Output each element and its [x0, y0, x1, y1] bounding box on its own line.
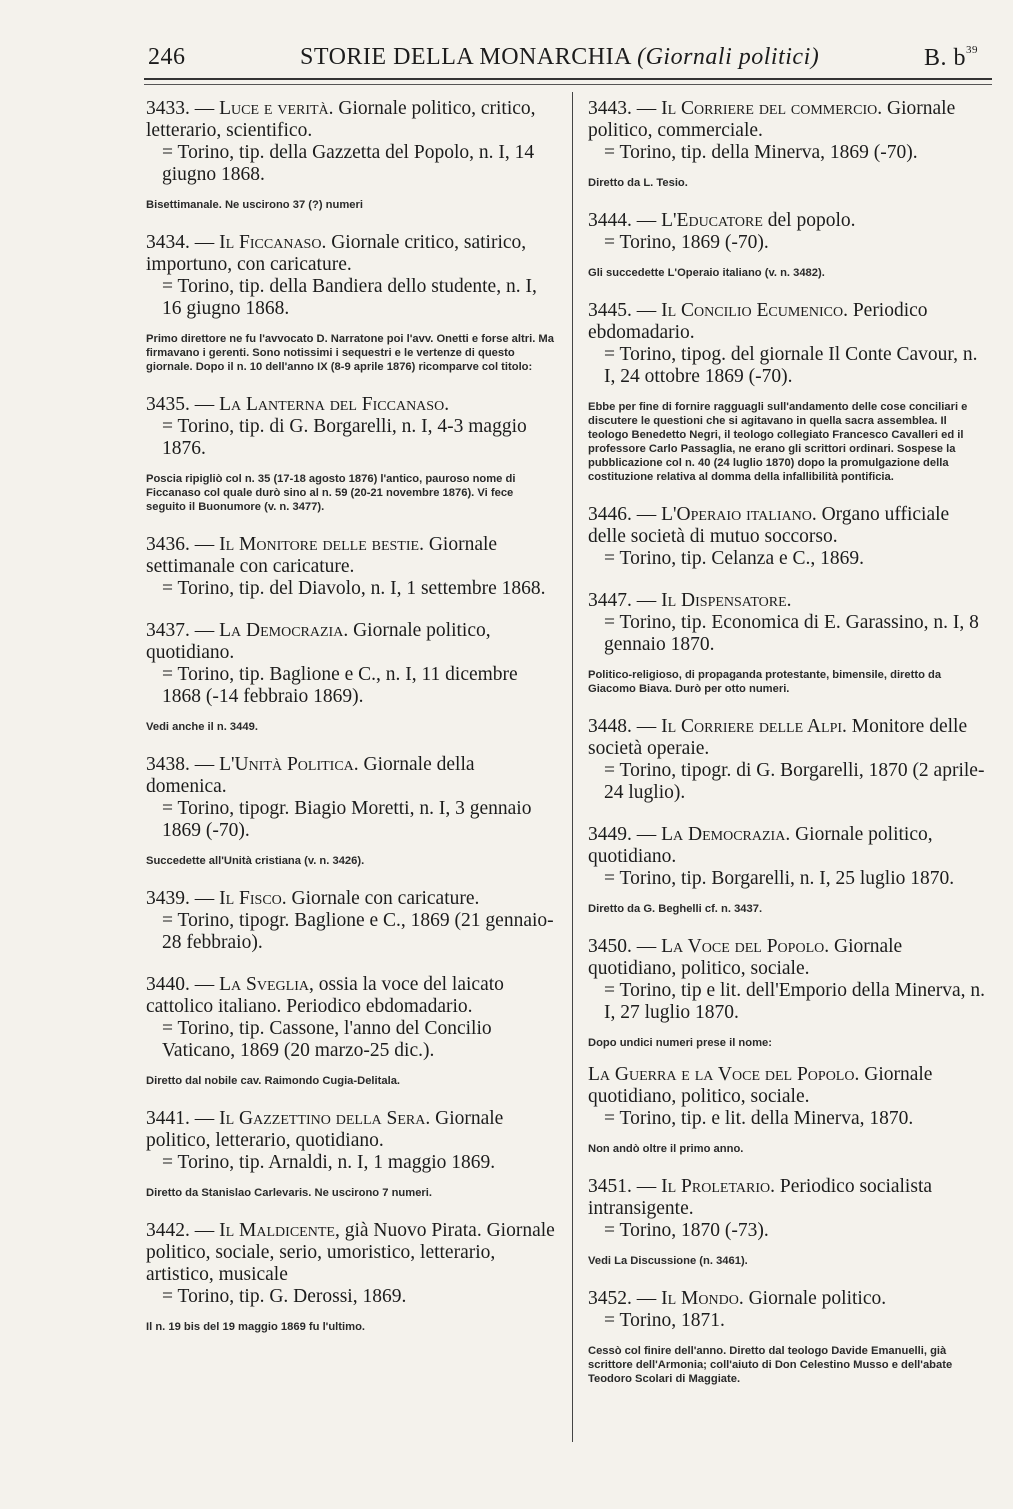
entry-heading: 3450. — La Voce del Popolo. Giornale quotidiano, politico, sociale.: [588, 936, 903, 979]
header-rule-thick: [144, 78, 992, 80]
journal-description: . Giornale politico, commerciale.: [588, 98, 956, 141]
entry-note: Diretto da L. Tesio.: [588, 177, 688, 189]
bibliography-entry: [588, 1176, 990, 1268]
journal-description: . Giornale politico.: [738, 1288, 887, 1309]
journal-title: La Lanterna del Ficcanaso: [219, 394, 445, 415]
renamed-title: La Guerra e la Voce del Popolo: [588, 1064, 855, 1085]
bibliography-entry: [588, 504, 990, 570]
header-rule-thin: [144, 84, 992, 85]
entry-number: 3447.: [588, 590, 632, 611]
imprint: = Torino, tip. della Gazzetta del Popolo, n. I, 14 giugno 1868.: [162, 142, 535, 185]
entry-note: Vedi anche il n. 3449.: [146, 721, 258, 733]
entry-note: Dopo undici numeri prese il nome:: [588, 1037, 772, 1049]
imprint: = Torino, tip. Arnaldi, n. I, 1 maggio 1869.: [162, 1152, 496, 1173]
entry-note: Primo direttore ne fu l'avvocato D. Narratone poi l'avv. Onetti e forse altri. Ma firmavano i gerenti. Sono notissimi i sequestri e le vertenze di questo giornale. Dopo il n. 10 dell'anno IX (8-9 aprile 1876) ricomparve col titolo:: [146, 333, 554, 373]
journal-description: . Giornale politico, quotidiano.: [146, 620, 491, 663]
journal-description: . Periodico ebdomadario.: [588, 300, 928, 343]
journal-description: . Giornale settimanale con caricature.: [146, 534, 498, 577]
entry-note: Gli succedette L'Operaio italiano (v. n. 3482).: [588, 267, 825, 279]
journal-description: . Giornale politico, quotidiano.: [588, 824, 933, 867]
entry-number: 3451.: [588, 1176, 632, 1197]
entry-number: 3433.: [146, 98, 190, 119]
imprint: = Torino, 1869 (-70).: [604, 232, 769, 253]
entry-heading: 3438. — L'Unità Politica. Giornale della domenica.: [146, 754, 475, 797]
bibliography-entry: [146, 534, 556, 600]
column-divider: [572, 92, 573, 1442]
journal-description: .: [444, 394, 450, 415]
entry-heading: 3451. — Il Proletario. Periodico socialista intransigente.: [588, 1176, 933, 1219]
bibliography-entry: [146, 98, 556, 212]
entry-number: 3443.: [588, 98, 632, 119]
journal-title: L'Educatore: [661, 210, 763, 231]
journal-title: Il Fisco: [219, 888, 282, 909]
bibliography-entry: [588, 300, 990, 484]
entry-note: Diretto da G. Beghelli cf. n. 3437.: [588, 903, 763, 915]
entry-number: 3446.: [588, 504, 632, 525]
journal-title: Luce e verità: [219, 98, 329, 119]
journal-title: L'Operaio italiano: [661, 504, 812, 525]
bibliography-entry: [146, 394, 556, 514]
entry-number: 3450.: [588, 936, 632, 957]
journal-title: Il Corriere delle Alpi: [661, 716, 843, 737]
running-title: [300, 44, 819, 71]
entry-heading: 3435. — La Lanterna del Ficcanaso.: [146, 394, 450, 415]
entry-heading: 3443. — Il Corriere del commercio. Giornale politico, commerciale.: [588, 98, 956, 141]
bibliography-entry: [588, 590, 990, 696]
entry-number: 3441.: [146, 1108, 190, 1129]
entry-note: Succedette all'Unità cristiana (v. n. 3426).: [146, 855, 365, 867]
journal-description: , ossia la voce del laicato cattolico italiano. Periodico ebdomadario.: [146, 974, 504, 1017]
imprint: = Torino, tip. di G. Borgarelli, n. I, 4-3 maggio 1876.: [162, 416, 527, 459]
journal-description: . Giornale politico, letterario, quotidiano.: [146, 1108, 504, 1151]
imprint: = Torino, tip. Baglione e C., n. I, 11 dicembre 1868 (-14 febbraio 1869).: [162, 664, 518, 707]
journal-description: , già Nuovo Pirata. Giornale politico, sociale, serio, umoristico, letterario, artistico, musicale: [146, 1220, 555, 1285]
bibliography-entry: [146, 888, 556, 954]
imprint: = Torino, tipogr. Baglione e C., 1869 (21 gennaio-28 febbraio).: [162, 910, 554, 953]
journal-title: Il Concilio Ecumenico: [661, 300, 844, 321]
page-header: [148, 38, 990, 78]
journal-title: Il Ficcanaso: [219, 232, 322, 253]
journal-description: . Monitore delle società operaie.: [588, 716, 968, 759]
signature-mark: [924, 44, 978, 72]
bibliography-entry: [146, 620, 556, 734]
bibliography-entry: [146, 1220, 556, 1334]
entry-number: 3437.: [146, 620, 190, 641]
entry-heading: 3437. — La Democrazia. Giornale politico, quotidiano.: [146, 620, 491, 663]
journal-title: La Democrazia: [661, 824, 786, 845]
journal-title: Il Maldicente: [219, 1220, 335, 1241]
journal-title: Il Corriere del commercio: [661, 98, 878, 119]
imprint: = Torino, tipogr. Biagio Moretti, n. I, 3 gennaio 1869 (-70).: [162, 798, 532, 841]
entry-heading: 3434. — Il Ficcanaso. Giornale critico, satirico, importuno, con caricature.: [146, 232, 527, 275]
entry-heading: 3433. — Luce e verità. Giornale politico, critico, letterario, scientifico.: [146, 98, 536, 141]
entry-number: 3448.: [588, 716, 632, 737]
entry-number: 3438.: [146, 754, 190, 775]
journal-description: . Giornale quotidiano, politico, sociale.: [588, 936, 903, 979]
page-number: 246: [148, 44, 186, 70]
entry-heading: 3449. — La Democrazia. Giornale politico, quotidiano.: [588, 824, 933, 867]
entry-number: 3434.: [146, 232, 190, 253]
entry-heading: 3452. — Il Mondo. Giornale politico.: [588, 1288, 887, 1309]
renamed-title-line: [588, 1064, 990, 1108]
bibliography-entry: [588, 824, 990, 916]
journal-title: Il Monitore delle bestie: [219, 534, 420, 555]
journal-description: . Periodico socialista intransigente.: [588, 1176, 933, 1219]
signature-sup: 39: [966, 44, 978, 56]
imprint: = Torino, tip e lit. dell'Emporio della Minerva, n. I, 27 luglio 1870.: [604, 980, 986, 1023]
imprint: = Torino, tip. Economica di E. Garassino, n. I, 8 gennaio 1870.: [604, 612, 979, 655]
entry-heading: 3444. — L'Educatore del popolo.: [588, 210, 856, 231]
bibliography-entry: [146, 974, 556, 1088]
entry-number: 3439.: [146, 888, 190, 909]
entry-heading: 3447. — Il Dispensatore.: [588, 590, 792, 611]
entry-number: 3435.: [146, 394, 190, 415]
entry-note: Cessò col finire dell'anno. Diretto dal teologo Davide Emanuelli, già scrittore dell'Armonia; coll'aiuto di Don Celestino Musso e dell'abate Teodoro Scolari di Maggiate.: [588, 1345, 953, 1385]
journal-description: . Giornale critico, satirico, importuno, con caricature.: [146, 232, 527, 275]
entry-heading: 3446. — L'Operaio italiano. Organo ufficiale delle società di mutuo soccorso.: [588, 504, 950, 547]
entry-heading: 3440. — La Sveglia, ossia la voce del laicato cattolico italiano. Periodico ebdomadario.: [146, 974, 504, 1017]
entry-heading: 3441. — Il Gazzettino della Sera. Giornale politico, letterario, quotidiano.: [146, 1108, 504, 1151]
entry-number: 3445.: [588, 300, 632, 321]
right-column: [588, 98, 990, 1406]
journal-title: Il Gazzettino della Sera: [219, 1108, 426, 1129]
imprint: = Torino, 1870 (-73).: [604, 1220, 769, 1241]
imprint: = Torino, tip. G. Derossi, 1869.: [162, 1286, 407, 1307]
journal-description: del popolo.: [762, 210, 856, 231]
journal-title: La Sveglia: [219, 974, 309, 995]
entry-note: Diretto da Stanislao Carlevaris. Ne uscirono 7 numeri.: [146, 1187, 432, 1199]
entry-note: Ebbe per fine di fornire ragguagli sull'andamento delle cose conciliari e discutere le questioni che si agitavano in quella sacra assemblea. Il teologo Benedetto Negri, il teologo collegiato Francesco Cavalleri ed il professore Carlo Passaglia, ne erano gli scrittori ordinari. Sospese la pubblicazione col n. 40 (24 luglio 1870) dopo la promulgazione della costituzione relativa al domma della infallibilità pontificia.: [588, 401, 968, 483]
running-title-main: STORIE DELLA MONARCHIA: [300, 44, 631, 70]
entry-heading: 3442. — Il Maldicente, già Nuovo Pirata. Giornale politico, sociale, serio, umoristico, letterario, artistico, musicale: [146, 1220, 555, 1285]
journal-title: L'Unità Politica: [219, 754, 354, 775]
imprint: = Torino, tip. della Bandiera dello studente, n. I, 16 giugno 1868.: [162, 276, 537, 319]
entry-note: Politico-religioso, di propaganda protestante, bimensile, diretto da Giacomo Biava. Durò per otto numeri.: [588, 669, 942, 695]
entry-note: Il n. 19 bis del 19 maggio 1869 fu l'ultimo.: [146, 1321, 366, 1333]
imprint: = Torino, tipogr. di G. Borgarelli, 1870 (2 aprile-24 luglio).: [604, 760, 985, 803]
signature-text: B. b: [923, 45, 966, 71]
entry-note: Diretto dal nobile cav. Raimondo Cugia-Delitala.: [146, 1075, 401, 1087]
journal-description: . Giornale della domenica.: [146, 754, 475, 797]
imprint: = Torino, tip. Celanza e C., 1869.: [604, 548, 865, 569]
renamed-imprint: = Torino, tip. e lit. della Minerva, 1870.: [604, 1108, 914, 1129]
left-column: [146, 98, 556, 1354]
journal-description: . Giornale con caricature.: [281, 888, 480, 909]
imprint: = Torino, tip. del Diavolo, n. I, 1 settembre 1868.: [162, 578, 546, 599]
entry-number: 3442.: [146, 1220, 190, 1241]
bibliography-entry: [588, 98, 990, 190]
imprint: = Torino, tip. Borgarelli, n. I, 25 luglio 1870.: [604, 868, 955, 889]
entry-heading: 3445. — Il Concilio Ecumenico. Periodico ebdomadario.: [588, 300, 928, 343]
entry-heading: 3448. — Il Corriere delle Alpi. Monitore delle società operaie.: [588, 716, 968, 759]
bibliography-entry: [588, 936, 990, 1156]
journal-description: . Giornale politico, critico, letterario, scientifico.: [146, 98, 536, 141]
bibliography-entry: [588, 716, 990, 804]
journal-description: .: [786, 590, 792, 611]
entry-number: 3449.: [588, 824, 632, 845]
imprint: = Torino, tip. Cassone, l'anno del Concilio Vaticano, 1869 (20 marzo-25 dic.).: [162, 1018, 492, 1061]
renamed-note: Non andò oltre il primo anno.: [588, 1143, 744, 1155]
running-title-sub: (Giornali politici): [637, 44, 820, 70]
entry-heading: 3439. — Il Fisco. Giornale con caricature.: [146, 888, 480, 909]
entry-number: 3444.: [588, 210, 632, 231]
entry-note: Poscia ripigliò col n. 35 (17-18 agosto 1876) l'antico, pauroso nome di Ficcanaso col quale durò sino al n. 59 (20-21 novembre 1876). Vi fece seguito il Buonumore (v. n. 3477).: [146, 473, 516, 513]
renamed-description: . Giornale quotidiano, politico, sociale.: [588, 1064, 933, 1107]
entry-note: Bisettimanale. Ne uscirono 37 (?) numeri: [146, 199, 363, 211]
journal-title: Il Dispensatore: [661, 590, 787, 611]
imprint: = Torino, tipog. del giornale Il Conte Cavour, n. I, 24 ottobre 1869 (-70).: [604, 344, 978, 387]
entry-number: 3440.: [146, 974, 190, 995]
journal-title: La Voce del Popolo: [661, 936, 825, 957]
journal-title: La Democrazia: [219, 620, 344, 641]
imprint: = Torino, tip. della Minerva, 1869 (-70).: [604, 142, 918, 163]
journal-title: Il Proletario: [661, 1176, 771, 1197]
entry-note: Vedi La Discussione (n. 3461).: [588, 1255, 748, 1267]
journal-title: Il Mondo: [661, 1288, 739, 1309]
bibliography-entry: [146, 232, 556, 374]
bibliography-entry: [146, 1108, 556, 1200]
bibliography-entry: [146, 754, 556, 868]
journal-description: . Organo ufficiale delle società di mutuo soccorso.: [588, 504, 950, 547]
bibliography-entry: [588, 1288, 990, 1386]
bibliography-entry: [588, 210, 990, 280]
entry-heading: 3436. — Il Monitore delle bestie. Giornale settimanale con caricature.: [146, 534, 498, 577]
entry-number: 3452.: [588, 1288, 632, 1309]
imprint: = Torino, 1871.: [604, 1310, 725, 1331]
entry-number: 3436.: [146, 534, 190, 555]
